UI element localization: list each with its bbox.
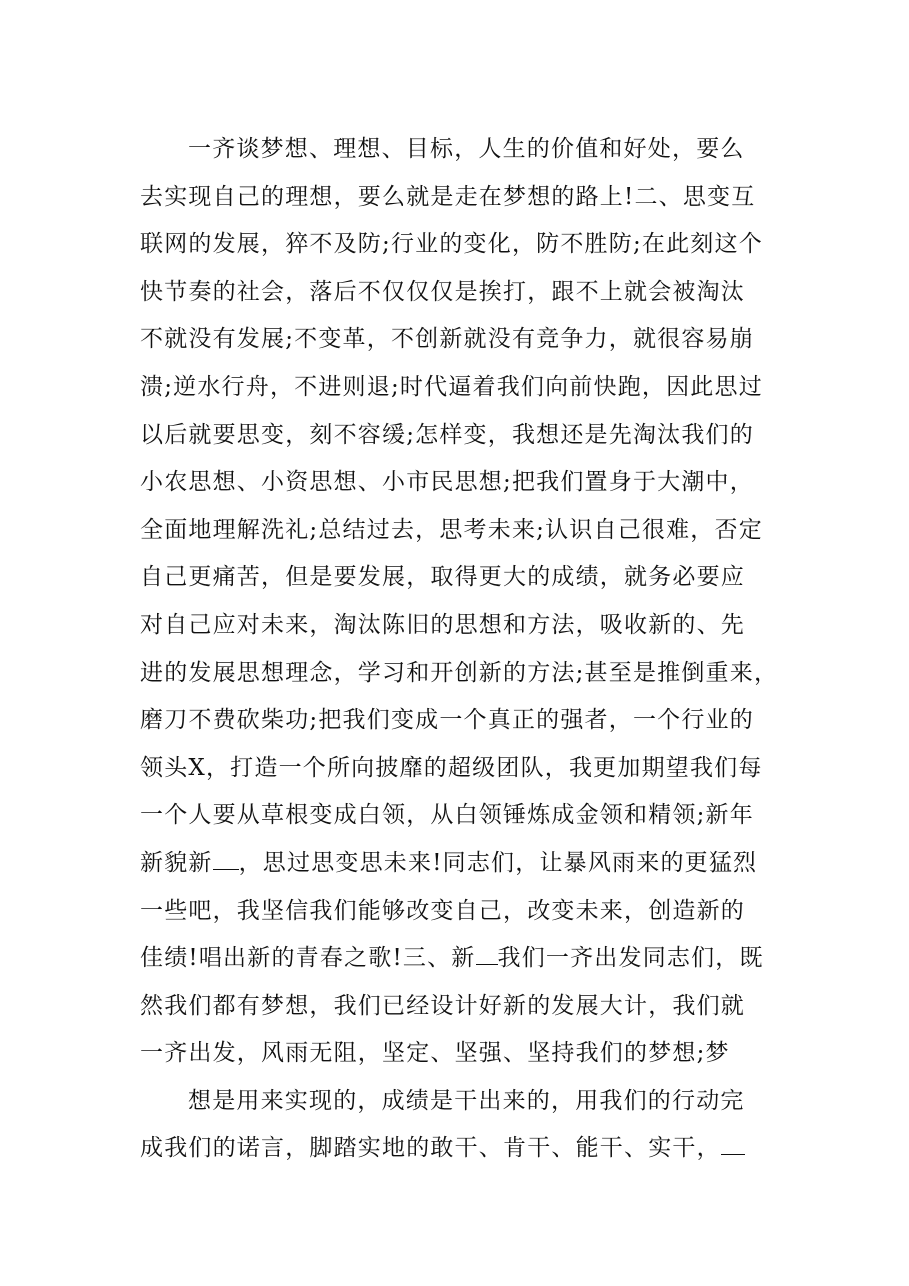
text-line: 想是用来实现的，成绩是干出来的，用我们的行动完 — [188, 1087, 745, 1114]
text-line: 磨刀不费砍柴功;把我们变成一个真正的强者，一个行业的 — [140, 707, 754, 734]
fill-in-blank — [476, 942, 498, 965]
text-segment: 佳绩!唱出新的青春之歌!三、新 — [140, 945, 476, 972]
text-segment: 我们一齐出发同志们，既 — [497, 945, 764, 972]
text-line: 领头X，打造一个所向披靡的超级团队，我更加期望我们每 — [140, 754, 763, 781]
text-line: 快节奏的社会，落后不仅仅仅是挨打，跟不上就会被淘汰 — [140, 278, 745, 305]
text-line: 进的发展思想理念，学习和开创新的方法;甚至是推倒重来， — [140, 659, 779, 686]
text-line: 去实现自己的理想，要么就是走在梦想的路上!二、思变互 — [140, 183, 756, 210]
text-line: 一齐出发，风雨无阻，坚定、坚强、坚持我们的梦想;梦 — [140, 1040, 730, 1067]
body-text — [140, 126, 780, 1173]
text-line: 不就没有发展;不变革，不创新就没有竞争力，就很容易崩 — [140, 326, 754, 353]
text-line-with-blank — [140, 1125, 780, 1173]
text-line: 自己更痛苦，但是要发展，取得更大的成绩，就务必要应 — [140, 564, 745, 591]
text-line-with-blank — [140, 935, 780, 983]
text-line: 然我们都有梦想，我们已经设计好新的发展大计，我们就 — [140, 992, 745, 1019]
text-segment: 成我们的诺言，脚踏实地的敢干、肯干、能干、实干， — [140, 1135, 721, 1162]
fill-in-blank — [213, 847, 239, 870]
text-line-with-blank — [140, 840, 780, 888]
text-line: 联网的发展，猝不及防;行业的变化，防不胜防;在此刻这个 — [140, 231, 763, 258]
text-line: 全面地理解洗礼;总结过去，思考未来;认识自己很难，否定 — [140, 516, 763, 543]
text-line: 以后就要思变，刻不容缓;怎样变，我想还是先淘汰我们的 — [140, 421, 754, 448]
text-segment: ，思过思变思未来!同志们，让暴风雨来的更猛烈 — [238, 849, 758, 876]
text-line: 小农思想、小资思想、小市民思想;把我们置身于大潮中， — [140, 469, 754, 496]
fill-in-blank — [721, 1132, 745, 1155]
text-line: 一个人要从草根变成白领，从白领锤炼成金领和精领;新年 — [140, 802, 754, 829]
text-line: 溃;逆水行舟，不进则退;时代逼着我们向前快跑，因此思过 — [140, 373, 763, 400]
text-line: 对自己应对未来，淘汰陈旧的思想和方法，吸收新的、先 — [140, 611, 745, 638]
text-line: 一齐谈梦想、理想、目标，人生的价值和好处，要么 — [188, 136, 745, 162]
text-segment: 新貌新 — [140, 849, 213, 876]
text-line: 一些吧，我坚信我们能够改变自己，改变未来，创造新的 — [140, 897, 745, 924]
